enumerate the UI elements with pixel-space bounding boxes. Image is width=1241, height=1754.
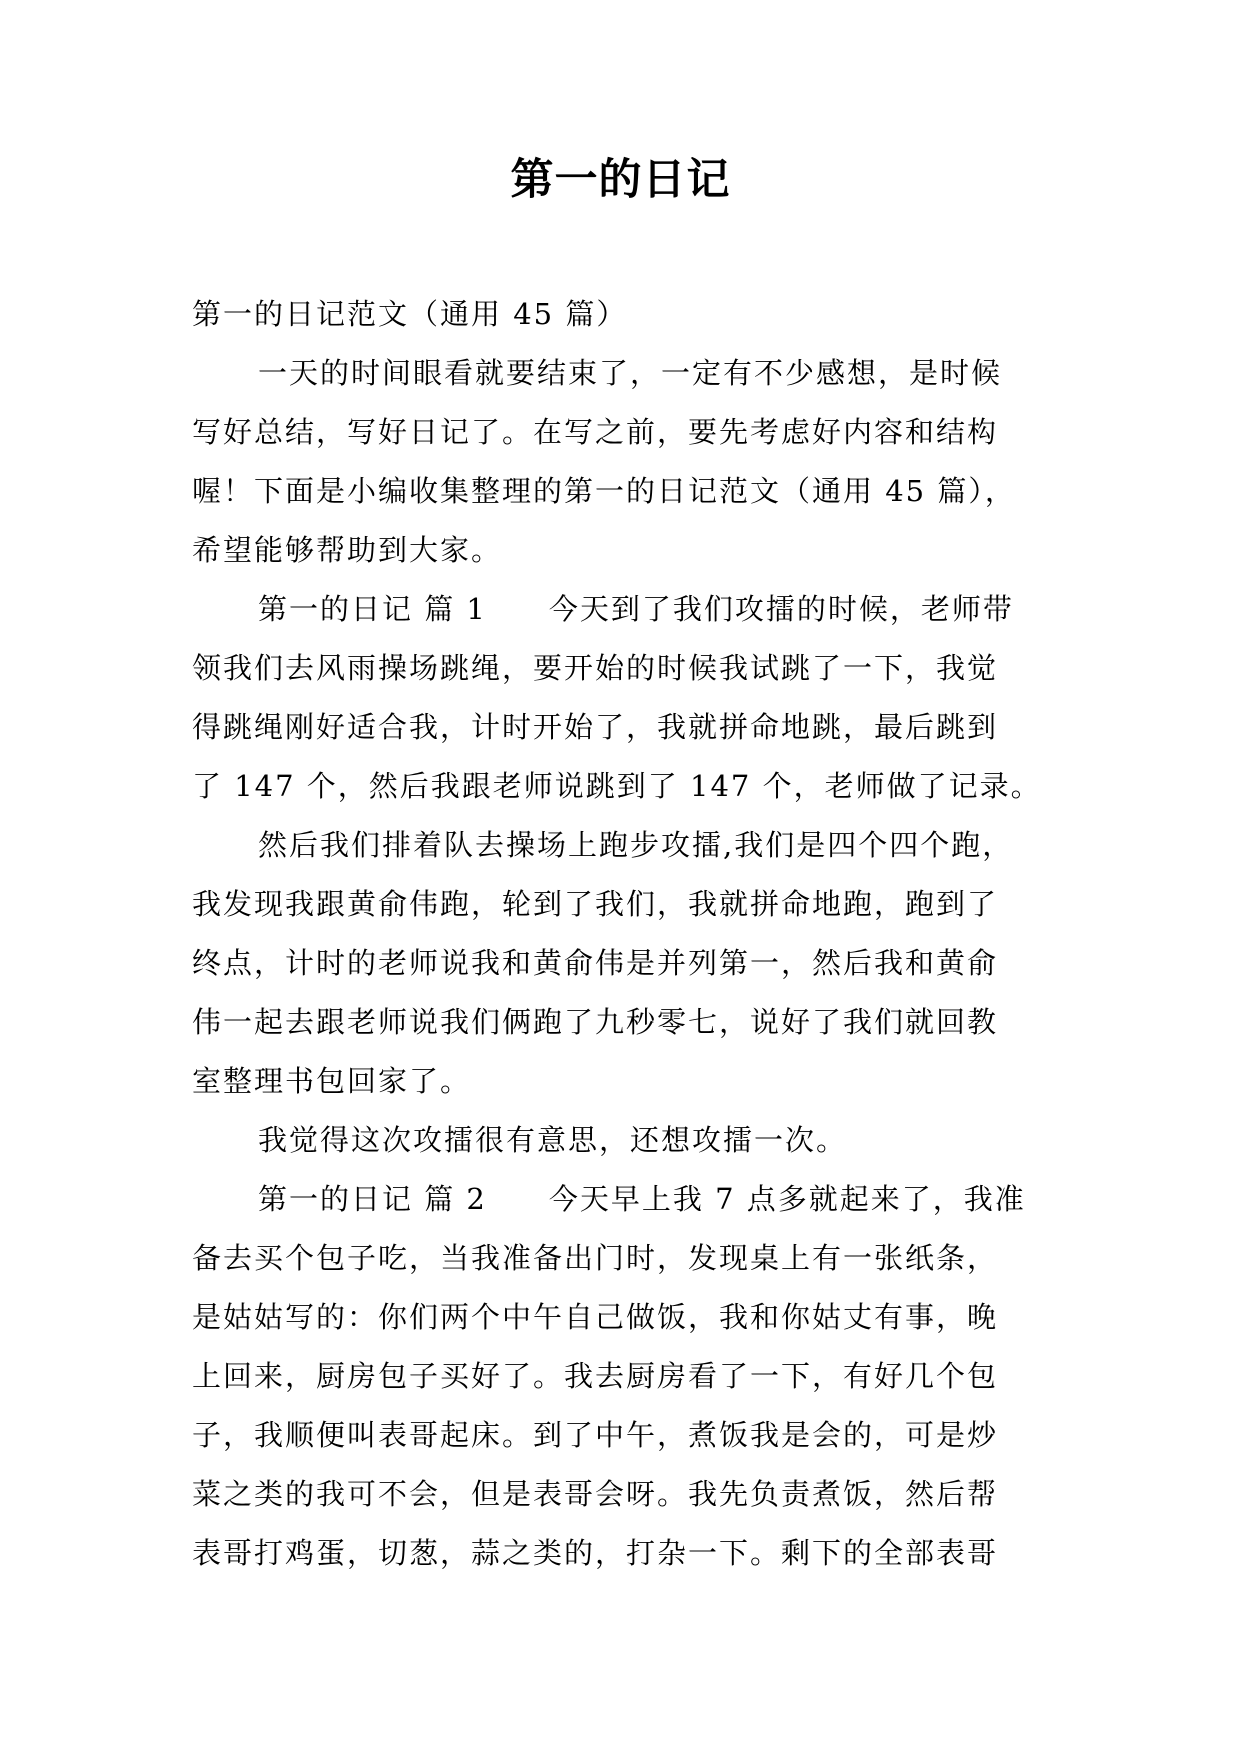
section-1-heading: 第一的日记 篇 1 xyxy=(258,592,487,626)
section-1 xyxy=(192,580,1054,1170)
section-2-lead: 今天早上我 7 点多就起来了，我准 xyxy=(548,1182,1026,1216)
document-title: 第一的日记 xyxy=(510,155,731,205)
paragraph-line: 菜之类的我可不会，但是表哥会呀。我先负责煮饭，然后帮 xyxy=(192,1477,999,1511)
paragraph-line: 是姑姑写的：你们两个中午自己做饭，我和你姑丈有事，晚 xyxy=(192,1300,999,1334)
paragraph-line: 领我们去风雨操场跳绳，要开始的时候我试跳了一下，我觉 xyxy=(192,651,999,685)
paragraph-line: 伟一起去跟老师说我们俩跑了九秒零七，说好了我们就回教 xyxy=(192,1005,999,1039)
paragraph-line: 备去买个包子吃，当我准备出门时，发现桌上有一张纸条， xyxy=(192,1241,999,1275)
section-1-lead: 今天到了我们攻擂的时候，老师带 xyxy=(548,592,1014,626)
section-2-first-line xyxy=(192,1170,1054,1229)
intro-paragraph xyxy=(192,344,1054,580)
paragraph-line: 得跳绳刚好适合我，计时开始了，我就拼命地跳，最后跳到 xyxy=(192,710,999,744)
paragraph-line: 喔！下面是小编收集整理的第一的日记范文（通用 45 篇）， xyxy=(192,474,1016,508)
paragraph-line: 终点，计时的老师说我和黄俞伟是并列第一，然后我和黄俞 xyxy=(192,946,999,980)
paragraph-line: 我觉得这次攻擂很有意思，还想攻擂一次。 xyxy=(258,1123,848,1157)
paragraph-line: 室整理书包回家了。 xyxy=(192,1064,472,1098)
paragraph-line: 写好总结，写好日记了。在写之前，要先考虑好内容和结构 xyxy=(192,415,999,449)
section-1-first-line xyxy=(192,580,1054,639)
section-2 xyxy=(192,1170,1054,1583)
paragraph-line: 然后我们排着队去操场上跑步攻擂,我们是四个四个跑， xyxy=(258,828,1014,862)
paragraph-line: 表哥打鸡蛋，切葱，蒜之类的，打杂一下。剩下的全部表哥 xyxy=(192,1536,999,1570)
document-subtitle: 第一的日记范文（通用 45 篇） xyxy=(192,297,628,331)
paragraph-line: 了 147 个，然后我跟老师说跳到了 147 个，老师做了记录。 xyxy=(192,769,1042,803)
paragraph-line: 希望能够帮助到大家。 xyxy=(192,533,503,567)
paragraph-line: 一天的时间眼看就要结束了，一定有不少感想，是时候 xyxy=(258,356,1003,390)
paragraph-line: 上回来，厨房包子买好了。我去厨房看了一下，有好几个包 xyxy=(192,1359,999,1393)
paragraph-line: 我发现我跟黄俞伟跑，轮到了我们，我就拼命地跑，跑到了 xyxy=(192,887,999,921)
paragraph-line: 子，我顺便叫表哥起床。到了中午，煮饭我是会的，可是炒 xyxy=(192,1418,999,1452)
section-2-heading: 第一的日记 篇 2 xyxy=(258,1182,487,1216)
document-body xyxy=(192,285,1054,1583)
